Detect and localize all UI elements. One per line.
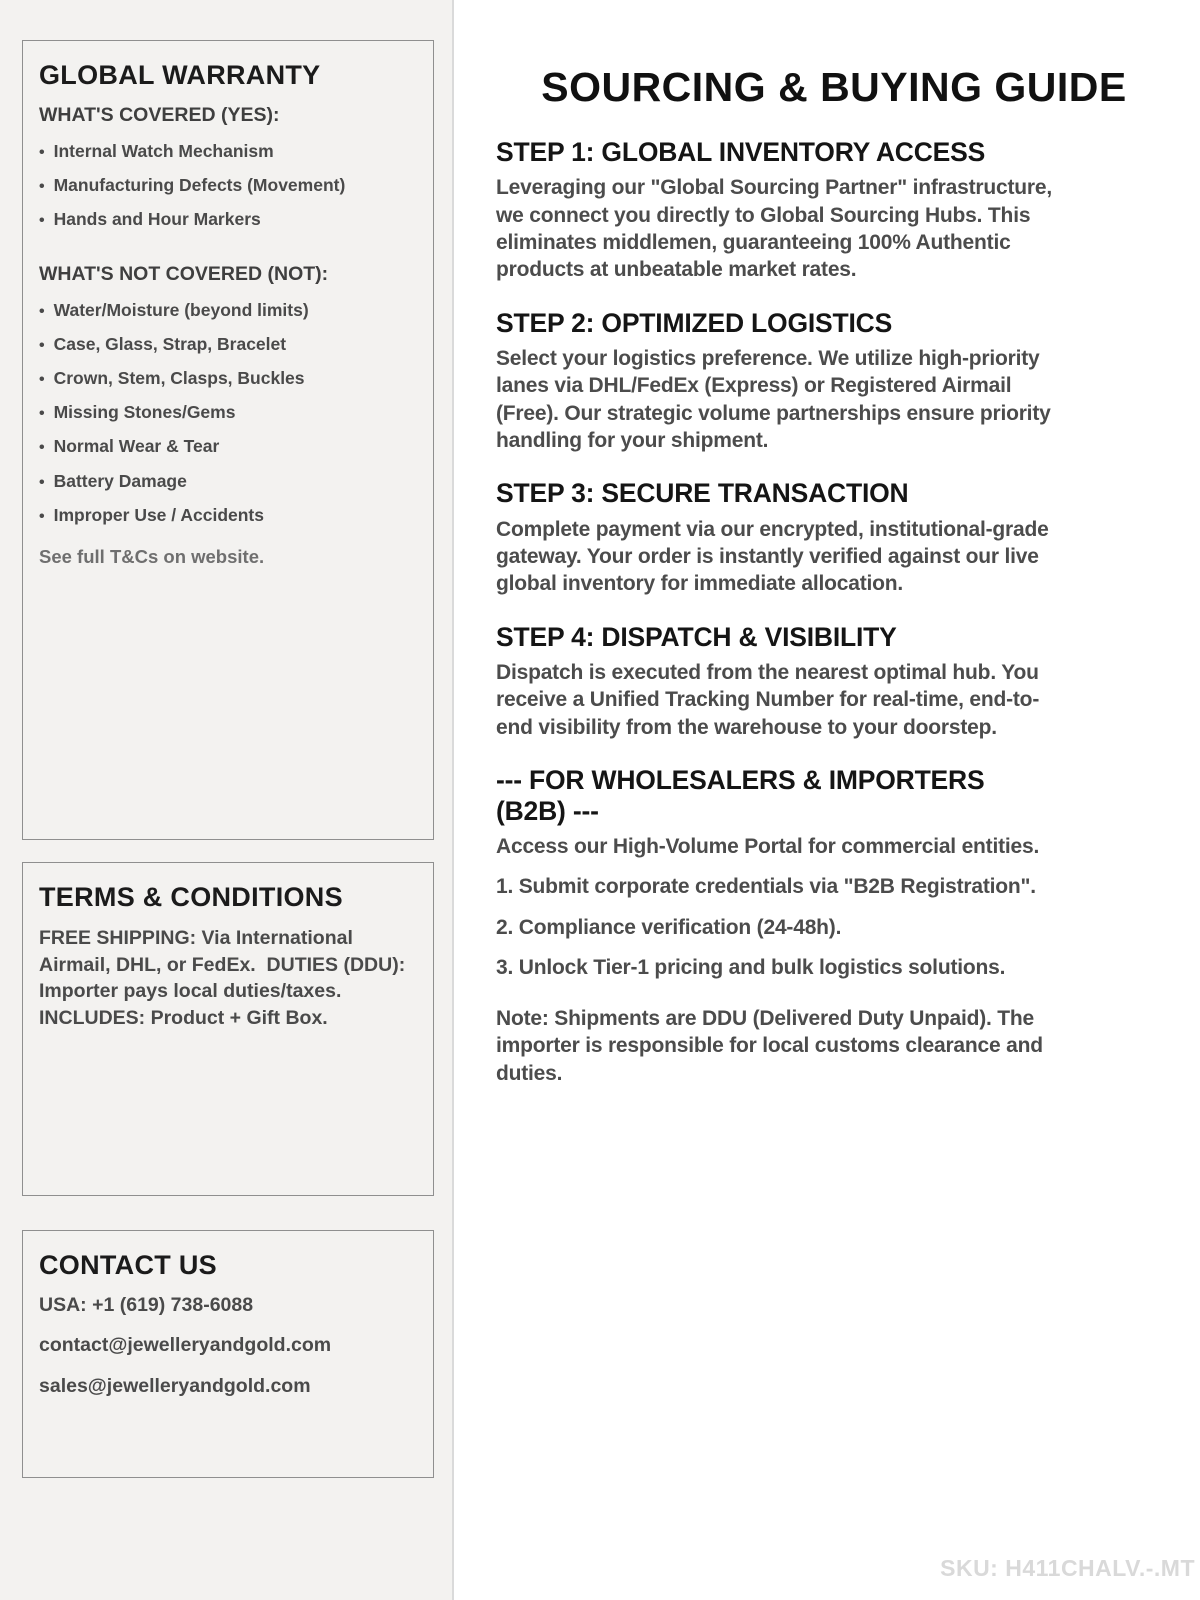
section-paragraph: Note: Shipments are DDU (Delivered Duty Unpaid). The importer is responsible for local customs clearance and duties.: [496, 1007, 1043, 1085]
not-covered-item: [39, 300, 417, 321]
not-covered-item-label: Battery Damage: [53, 470, 187, 491]
bullet-dot-icon: •: [39, 212, 45, 230]
guide-section: [496, 478, 1056, 597]
guide-section: [496, 622, 1056, 741]
section-paragraph: Dispatch is executed from the nearest optimal hub. You receive a Unified Tracking Number for real-time, end-to-end visibility from the warehouse to your doorstep.: [496, 661, 1040, 739]
not-covered-item: [39, 334, 417, 355]
not-covered-item-label: Case, Glass, Strap, Bracelet: [53, 333, 287, 354]
not-covered-item: [39, 436, 417, 457]
section-paragraph: Select your logistics preference. We utilize high-priority lanes via DHL/FedEx (Express) or Registered Airmail (Free). Our strategic volume partnerships ensure priority handling for your shipment.: [496, 347, 1051, 453]
guide-section: [496, 137, 1056, 284]
contact-lines: [39, 1294, 417, 1398]
contact-line: sales@jewelleryandgold.com: [39, 1374, 311, 1397]
contact-title: CONTACT US: [39, 1250, 217, 1280]
bullet-dot-icon: •: [39, 473, 45, 491]
guide-sections: [496, 137, 1172, 1087]
section-paragraph: 1. Submit corporate credentials via "B2B Registration".: [496, 875, 1036, 899]
main-content: [454, 0, 1200, 1600]
page-title: SOURCING & BUYING GUIDE: [541, 64, 1127, 110]
covered-item: [39, 141, 417, 162]
bullet-dot-icon: •: [39, 144, 45, 161]
section-paragraph: Complete payment via our encrypted, institutional-grade gateway. Your order is instantly verified against our live global inventory for immediate allocation.: [496, 517, 1049, 596]
bullet-dot-icon: •: [39, 439, 45, 457]
not-covered-item: [39, 402, 417, 423]
not-covered-item-label: Crown, Stem, Clasps, Buckles: [53, 367, 305, 388]
contact-box: [22, 1230, 434, 1478]
section-heading: --- FOR WHOLESALERS & IMPORTERS (B2B) ---: [496, 765, 985, 826]
not-covered-item-label: Normal Wear & Tear: [53, 436, 220, 457]
not-covered-heading: WHAT'S NOT COVERED (NOT):: [39, 262, 329, 285]
section-heading: STEP 1: GLOBAL INVENTORY ACCESS: [496, 137, 986, 167]
section-paragraph: Leveraging our "Global Sourcing Partner" infrastructure, we connect you directly to Global Sourcing Hubs. This eliminates middlemen, guaranteeing 100% Authentic products at unbeatable market rates.: [496, 176, 1052, 282]
covered-item: [39, 209, 417, 230]
covered-item-label: Hands and Hour Markers: [53, 209, 261, 230]
warranty-footnote: See full T&Cs on website.: [39, 545, 265, 567]
terms-title: TERMS & CONDITIONS: [39, 882, 343, 912]
not-covered-item: [39, 368, 417, 389]
covered-heading: WHAT'S COVERED (YES):: [39, 104, 280, 126]
warranty-title: GLOBAL WARRANTY: [39, 60, 321, 90]
section-heading: STEP 2: OPTIMIZED LOGISTICS: [496, 307, 893, 338]
bullet-dot-icon: •: [39, 302, 45, 320]
covered-item: [39, 175, 417, 196]
section-paragraph: Access our High-Volume Portal for commercial entities.: [496, 834, 1040, 858]
sidebar: [0, 0, 454, 1600]
not-covered-item: [39, 471, 417, 492]
terms-body: FREE SHIPPING: Via International Airmail, DHL, or FedEx. DUTIES (DDU): Importer pays local duties/taxes. INCLUDES: Product + Gift Box.: [39, 927, 411, 1029]
sku-label: SKU: H411CHALV.-.MT: [940, 1555, 1195, 1581]
contact-line: USA: +1 (619) 738-6088: [39, 1294, 254, 1316]
section-heading: STEP 4: DISPATCH & VISIBILITY: [496, 621, 897, 652]
covered-item-label: Manufacturing Defects (Movement): [53, 175, 346, 196]
not-covered-list: [39, 300, 417, 526]
bullet-dot-icon: •: [39, 370, 45, 388]
guide-section: [496, 765, 1056, 1087]
section-paragraph: 2. Compliance verification (24-48h).: [496, 915, 842, 939]
global-warranty-box: [22, 40, 434, 840]
bullet-dot-icon: •: [39, 507, 45, 525]
section-heading: STEP 3: SECURE TRANSACTION: [496, 478, 909, 509]
bullet-dot-icon: •: [39, 405, 45, 423]
guide-section: [496, 308, 1056, 455]
section-paragraph: 3. Unlock Tier-1 pricing and bulk logistics solutions.: [496, 955, 1006, 979]
covered-list: [39, 141, 417, 231]
bullet-dot-icon: •: [39, 336, 45, 354]
covered-item-label: Internal Watch Mechanism: [53, 141, 274, 161]
not-covered-item-label: Missing Stones/Gems: [53, 402, 236, 423]
contact-line: contact@jewelleryandgold.com: [39, 1334, 332, 1357]
bullet-dot-icon: •: [39, 178, 45, 196]
not-covered-item-label: Water/Moisture (beyond limits): [53, 299, 309, 320]
not-covered-item-label: Improper Use / Accidents: [53, 504, 264, 525]
terms-box: [22, 862, 434, 1196]
not-covered-item: [39, 505, 417, 526]
